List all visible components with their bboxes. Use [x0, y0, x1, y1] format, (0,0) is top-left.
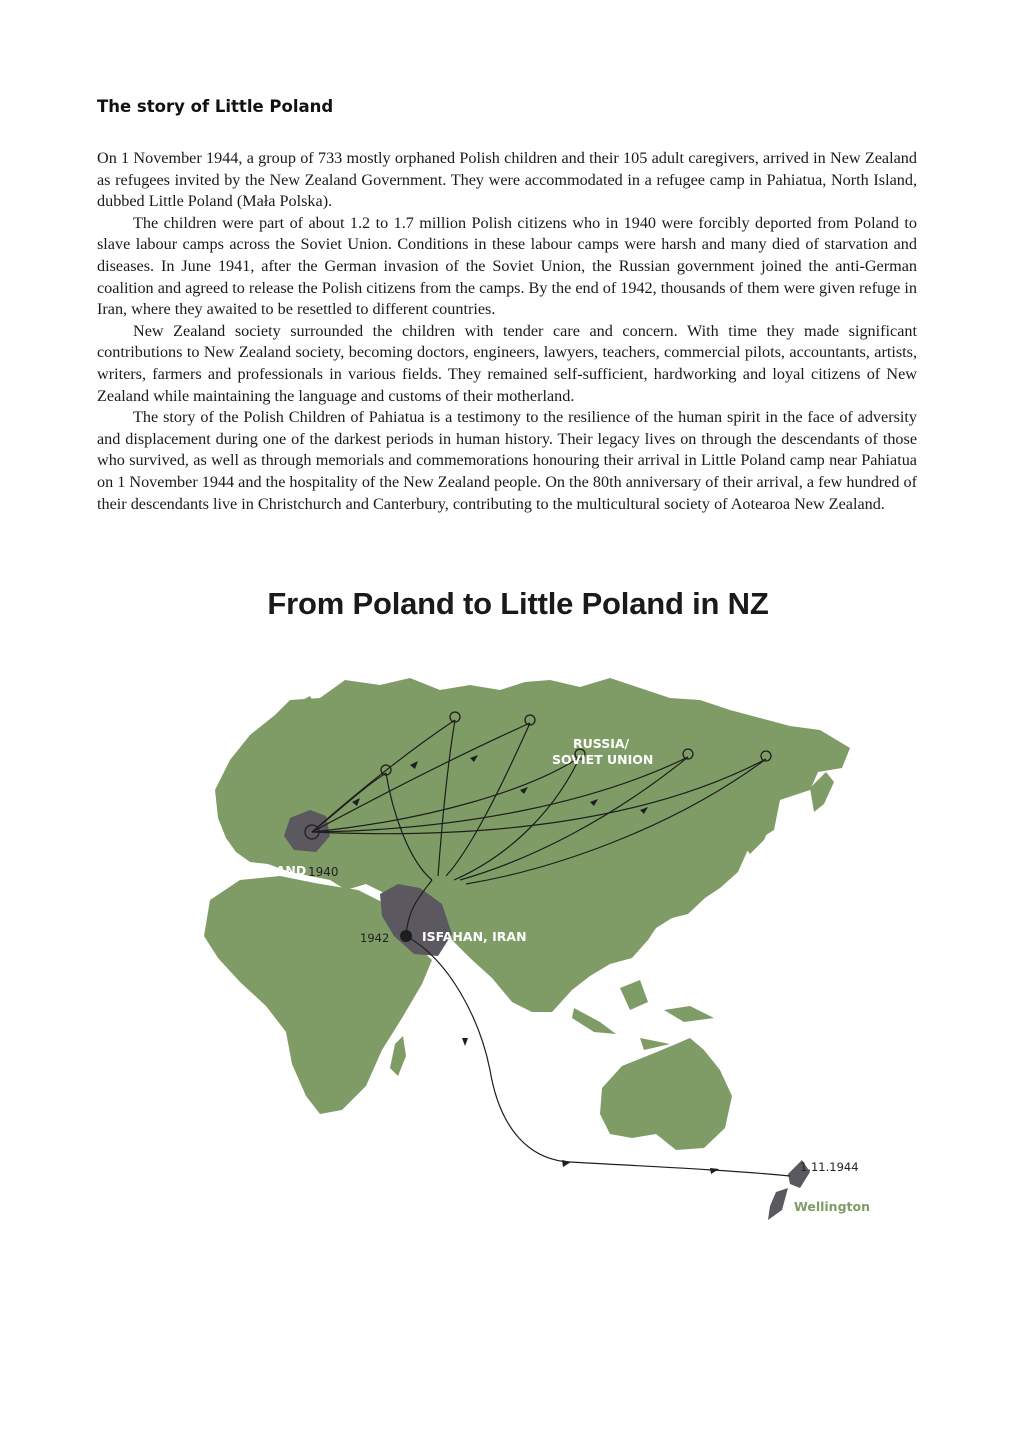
paragraph-2: The children were part of about 1.2 to 1.7 million Polish citizens who in 1940 were forcibly deported from Poland to slave labour camps across the Soviet Union. Conditions in these labour camps were harsh and many died of starvation and diseases. In June 1941, after the German invasion of the Soviet Union, the Russian government joined the anti-German coalition and agreed to release the Polish citizens from the camps. By the end of 1942, thousands of them were given refuge in Iran, where they awaited to be resettled to different countries.: [97, 213, 917, 319]
russia-label-line1: RUSSIA/: [573, 736, 630, 751]
poland-label: POLAND: [248, 863, 307, 878]
paragraph-4: The story of the Polish Children of Pahiatua is a testimony to the resilience of the human spirit in the face of adversity and displacement during one of the darkest periods in human history. Their legacy lives on through the descendants of those who survived, as well as through memorials and commemorations honouring their arrival in Little Poland camp near Pahiatua on 1 November 1944 and the hospitality of the New Zealand people. On the 80th anniversary of their arrival, a few hundred of their descendants live in Christchurch and Canterbury, contributing to the multicultural society of Aotearoa New Zealand.: [97, 408, 917, 513]
paragraph-3: New Zealand society surrounded the children with tender care and concern. With time they made significant contributions to New Zealand society, becoming doctors, engineers, lawyers, teachers, commercial pilots, accountants, artists, writers, farmers and professionals in various fields. They remained self-sufficient, hardworking and loyal citizens of New Zealand while maintaining the language and customs of their motherland.: [97, 321, 917, 405]
madagascar-landmass: [390, 1036, 406, 1076]
australia-landmass: [600, 1038, 732, 1150]
wellington-label: Wellington: [794, 1199, 870, 1214]
article-body: [97, 148, 917, 515]
isfahan-label: ISFAHAN, IRAN: [422, 929, 527, 944]
russia-label-line2: SOVIET UNION: [552, 752, 654, 767]
year-1940-label: 1940: [308, 865, 339, 879]
isfahan-marker: [400, 930, 412, 942]
year-1942-label: 1942: [360, 931, 390, 945]
arrival-date-label: 1.11.1944: [800, 1160, 859, 1174]
sea-islands-landmass: [572, 980, 714, 1050]
page-heading: The story of Little Poland: [97, 97, 334, 116]
migration-map: [170, 640, 890, 1240]
map-title: From Poland to Little Poland in NZ: [267, 586, 769, 621]
paragraph-1: On 1 November 1944, a group of 733 mostly orphaned Polish children and their 105 adult caregivers, arrived in New Zealand as refugees invited by the New Zealand Government. They were accommodated in a refugee camp in Pahiatua, North Island, dubbed Little Poland (Mała Polska).: [97, 149, 917, 211]
